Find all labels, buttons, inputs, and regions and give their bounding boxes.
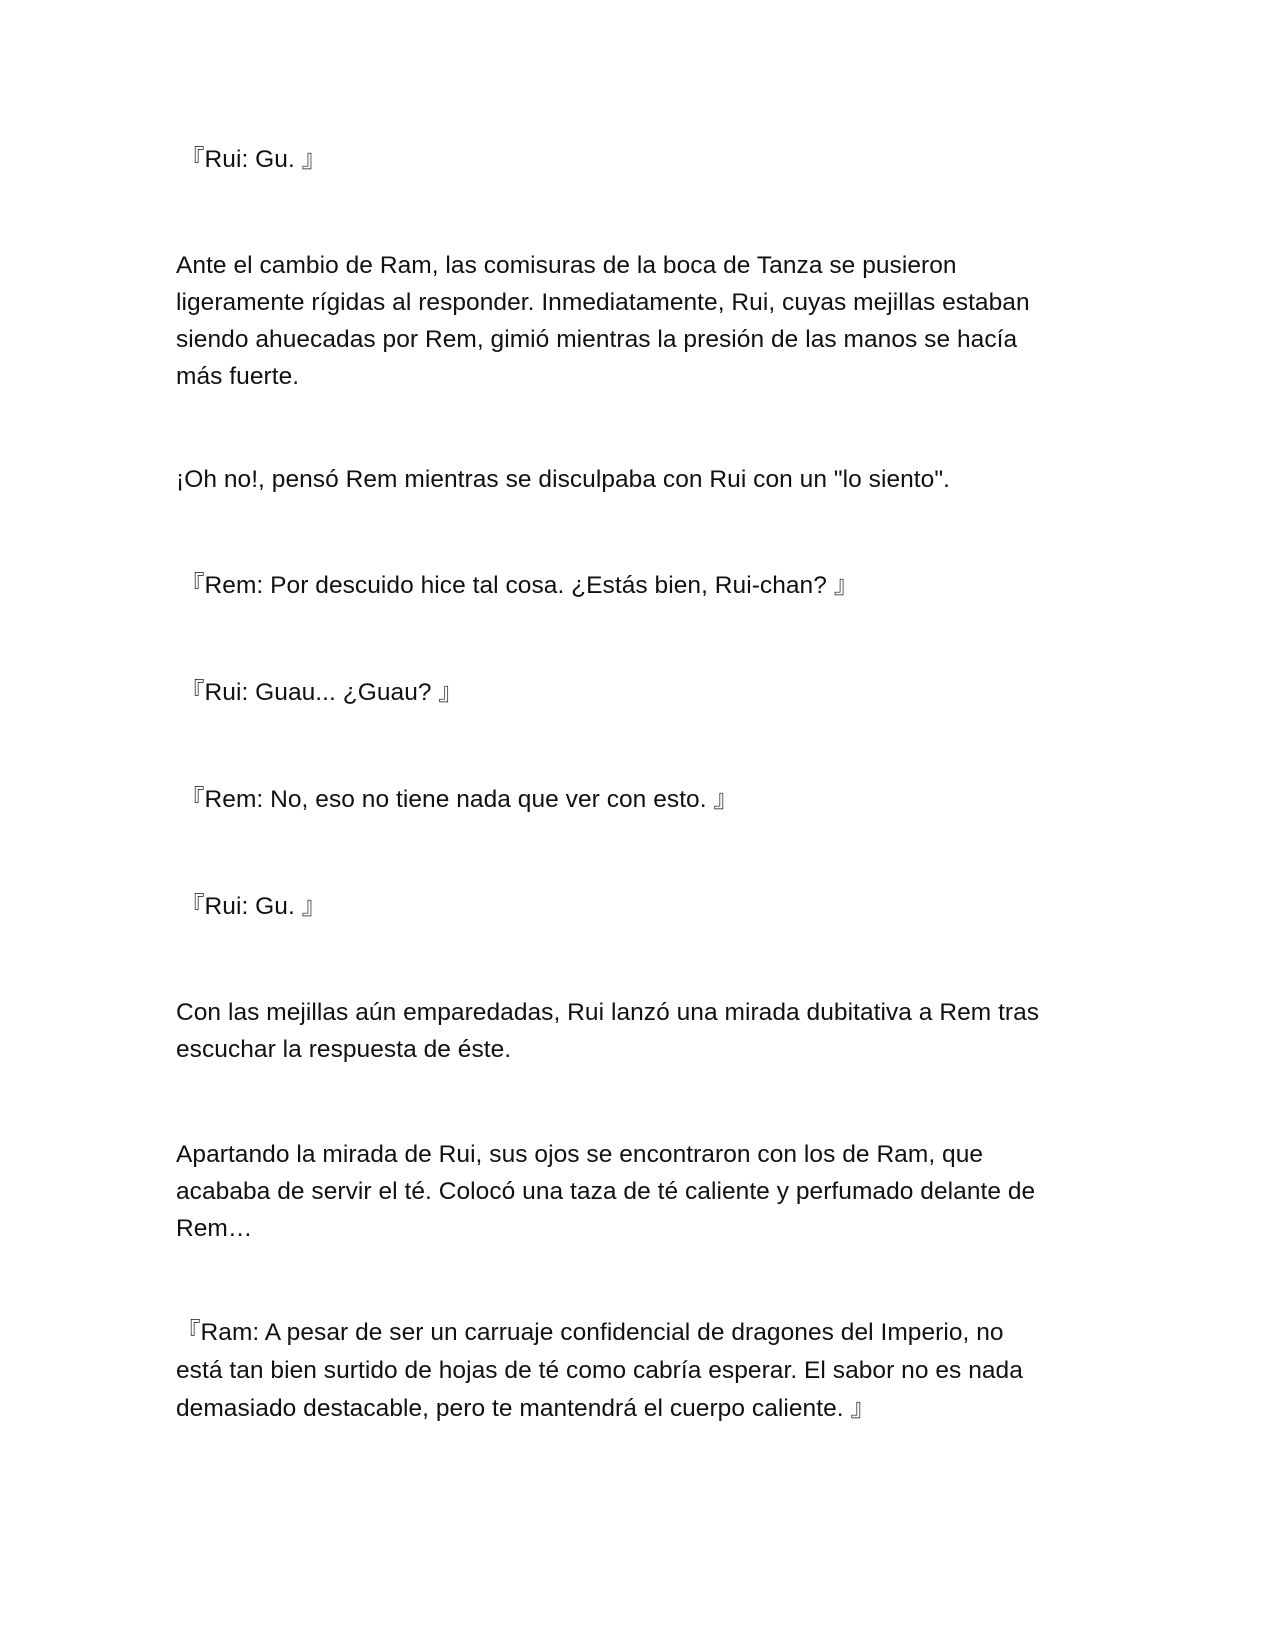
dialogue-rui-2: 『Rui: Guau... ¿Guau? 』 [180,679,463,706]
dialogue-rem-1: 『Rem: Por descuido hice tal cosa. ¿Estás bien, Rui-chan? 』 [180,572,859,599]
narration-paragraph-4: Apartando la mirada de Rui, sus ojos se encontraron con los de Ram, que acababa de servir el té. Colocó una taza de té caliente y perfumado delante de Rem… [176,1141,1036,1242]
dialogue-rui-3: 『Rui: Gu. 』 [180,893,327,920]
narration-paragraph-2: ¡Oh no!, pensó Rem mientras se disculpaba con Rui con un "lo siento". [176,466,950,493]
dialogue-ram-1: 『Ram: A pesar de ser un carruaje confidencial de dragones del Imperio, no está tan bien surtido de hojas de té como cabría esperar. El sabor no es nada demasiado destacable, pero te mantendrá el cuerpo caliente. 』 [176,1319,1023,1422]
dialogue-rem-2: 『Rem: No, eso no tiene nada que ver con esto. 』 [180,786,738,813]
narration-paragraph-3: Con las mejillas aún emparedadas, Rui lanzó una mirada dubitativa a Rem tras escuchar la respuesta de éste. [176,999,1040,1063]
dialogue-rui-1: 『Rui: Gu. 』 [180,146,327,173]
narration-paragraph-1: Ante el cambio de Ram, las comisuras de la boca de Tanza se pusieron ligeramente rígidas al responder. Inmediatamente, Rui, cuyas mejillas estaban siendo ahuecadas por Rem, gimió mientras la presión de las manos se hacía más fuerte. [176,252,1030,390]
